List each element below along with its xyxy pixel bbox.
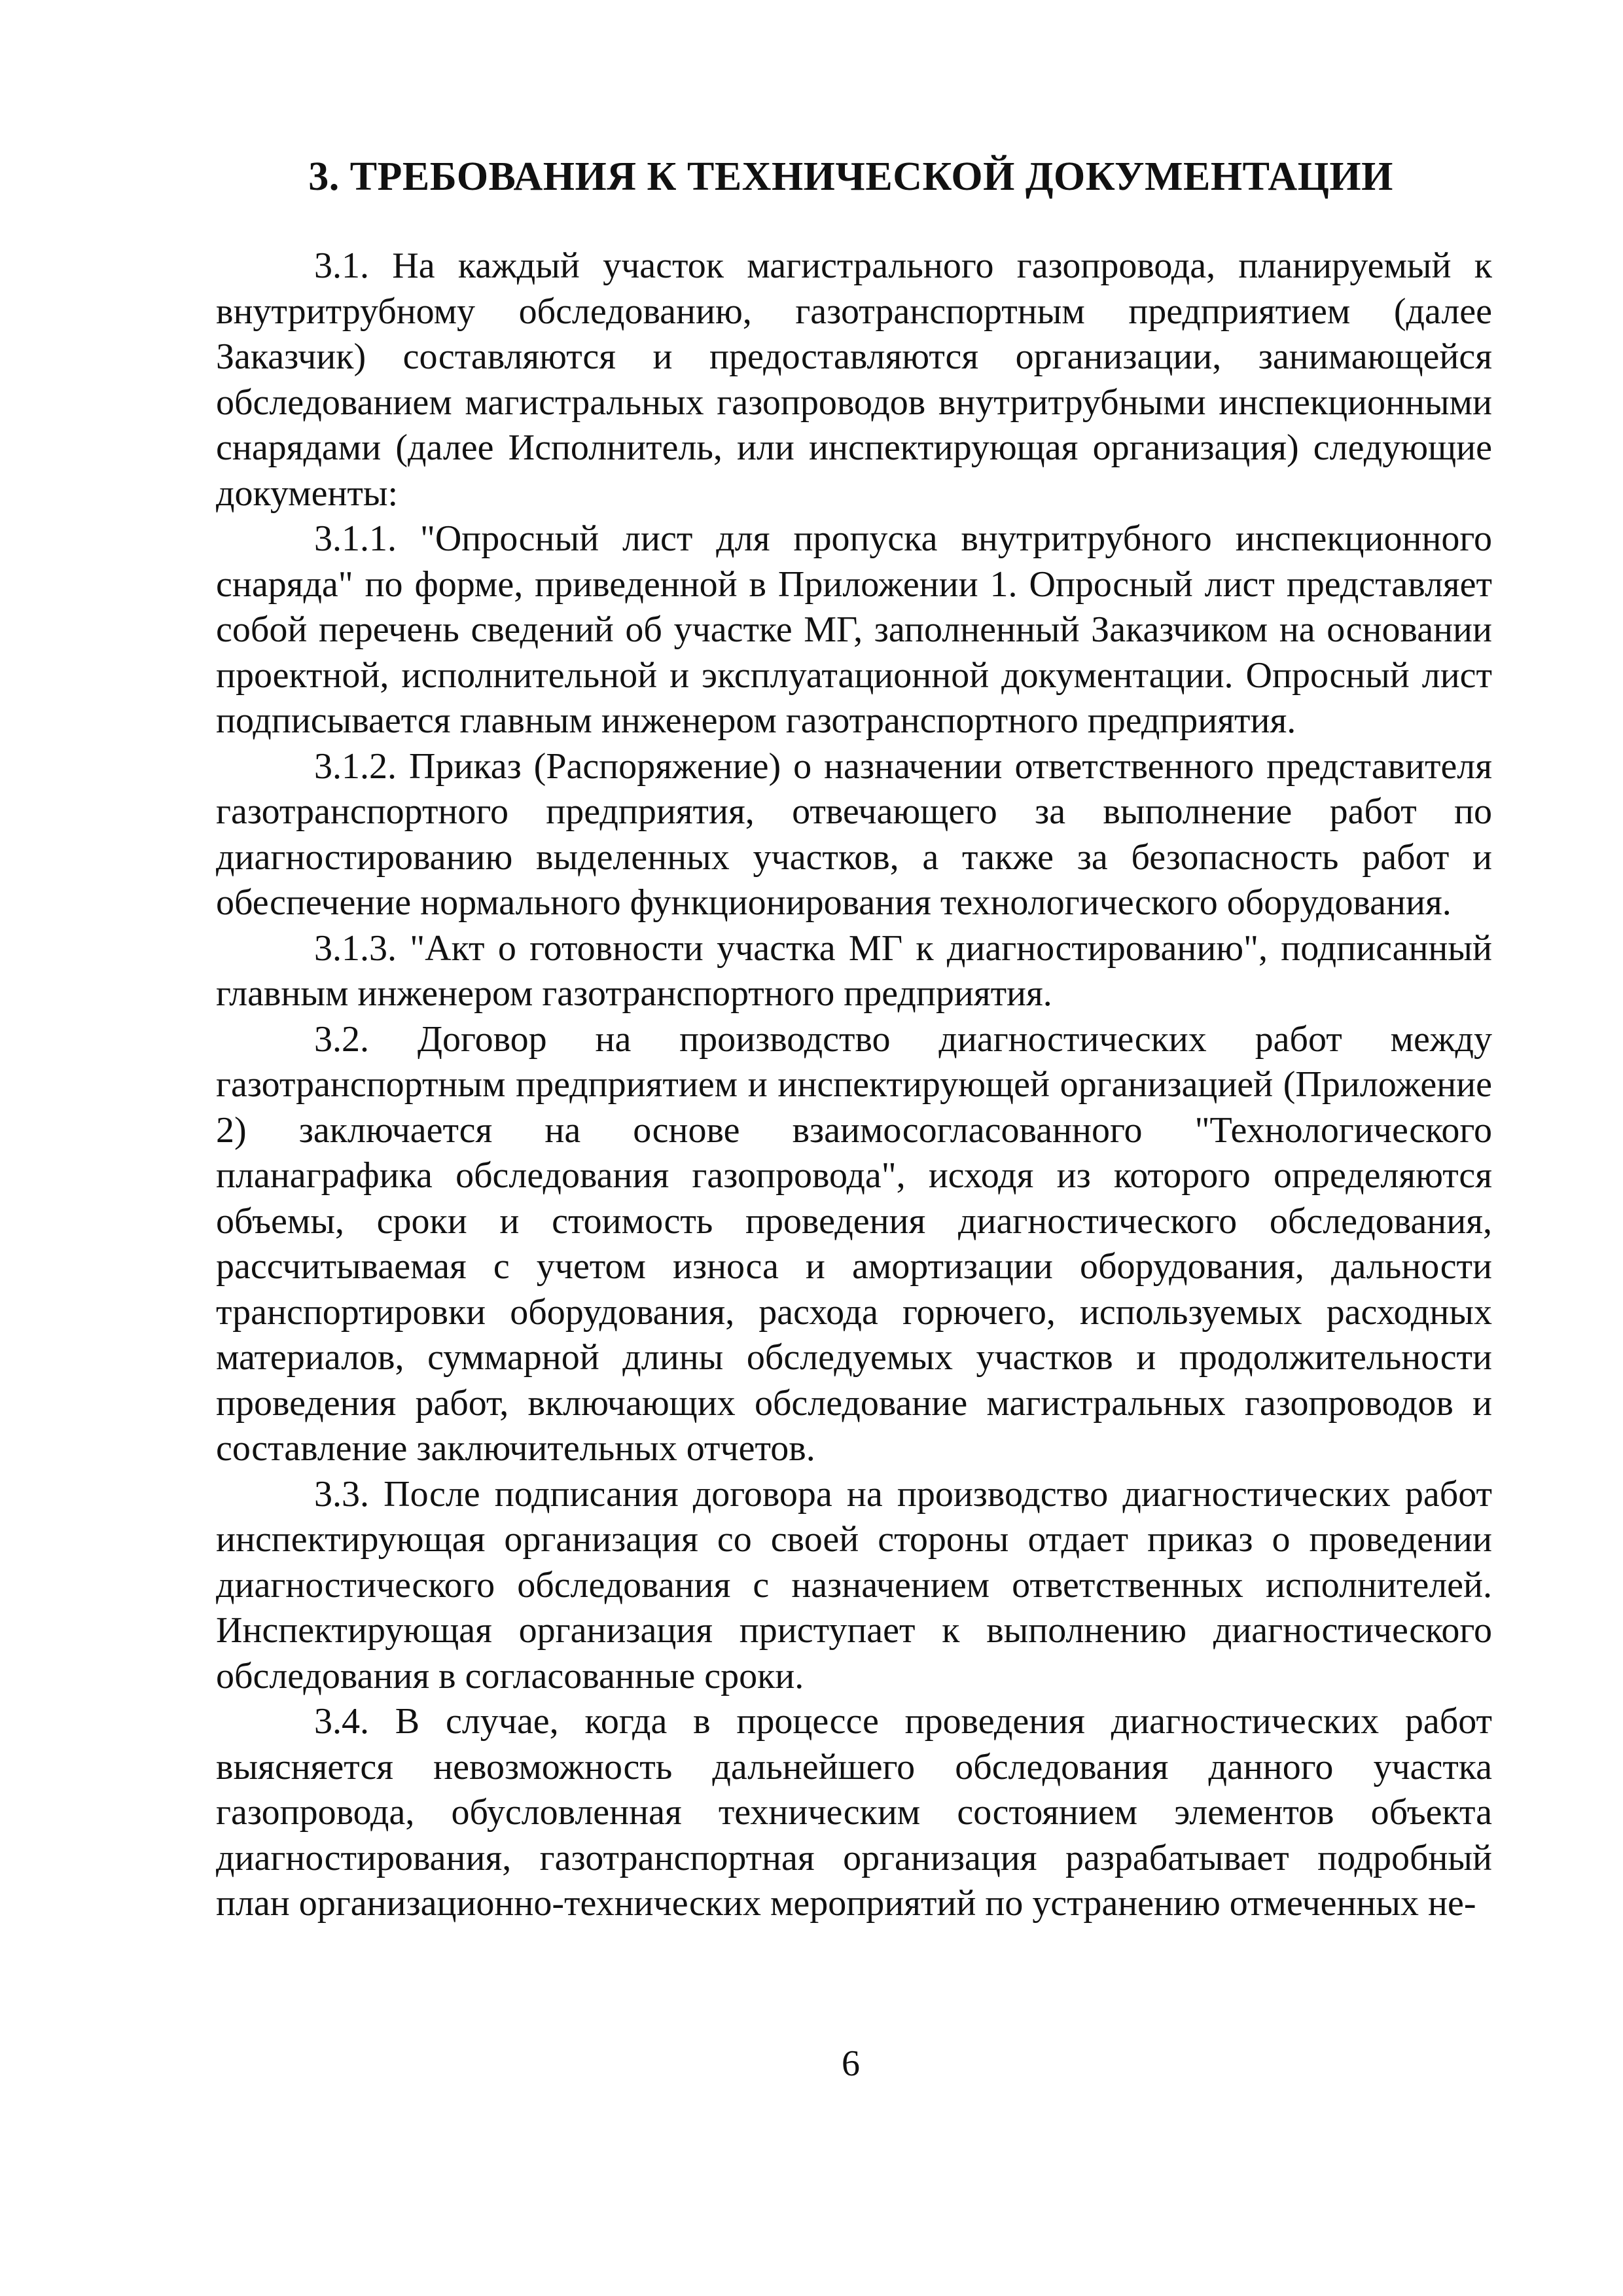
paragraph-3-1: 3.1. На каждый участок магистрального газопровода, планируемый к внутритрубному обследованию, газотранспортным предприятием (далее Заказчик) составляются и предоставляются организации, занимающейся обследованием магистральных газопроводов внутритрубными инспекционными снарядами (далее Исполнитель, или инспектирующая организация) следующие документы: xyxy=(216,245,1492,514)
paragraph-3-1-2: 3.1.2. Приказ (Распоряжение) о назначении ответственного представителя газотранспортного предприятия, отвечающего за выполнение работ по диагностированию выделенных участков, а также за безопасность работ и обеспечение нормального функционирования технологического оборудования. xyxy=(216,745,1492,923)
document-body xyxy=(216,243,1492,1927)
section-heading: 3. ТРЕБОВАНИЯ К ТЕХНИЧЕСКОЙ ДОКУМЕНТАЦИИ xyxy=(308,154,1393,199)
paragraph-3-4: 3.4. В случае, когда в процессе проведения диагностических работ выясняется невозможность дальнейшего обследования данного участка газопровода, обусловленная техническим состоянием элементов объекта диагностирования, газотранспортная организация разрабатывает подробный план организационно-технических мероприятий по устранению отмеченных не- xyxy=(216,1701,1492,1924)
paragraph-3-1-1: 3.1.1. "Опросный лист для пропуска внутритрубного инспекционного снаряда" по форме, приведенной в Приложении 1. Опросный лист представляет собой перечень сведений об участке МГ, заполненный Заказчиком на основании проектной, исполнительной и эксплуатационной документации. Опросный лист подписывается главным инженером газотранспортного предприятия. xyxy=(216,518,1492,741)
page-number: 6 xyxy=(842,2043,860,2084)
paragraph-3-1-3: 3.1.3. "Акт о готовности участка МГ к диагностированию", подписанный главным инженером газотранспортного предприятия. xyxy=(216,927,1492,1014)
paragraph-3-2: 3.2. Договор на производство диагностических работ между газотранспортным предприятием и инспектирующей организацией (Приложение 2) заключается на основе взаимосогласованного "Технологического планаграфика обследования газопровода", исходя из которого определяются объемы, сроки и стоимость проведения диагностического обследования, рассчитываемая с учетом износа и амортизации оборудования, дальности транспортировки оборудования, расхода горючего, используемых расходных материалов, суммарной длины обследуемых участков и продолжительности проведения работ, включающих обследование магистральных газопроводов и составление заключительных отчетов. xyxy=(216,1018,1492,1469)
paragraph-3-3: 3.3. После подписания договора на производство диагностических работ инспектирующая организация со своей стороны отдает приказ о проведении диагностического обследования с назначением ответственных исполнителей. Инспектирующая организация приступает к выполнению диагностического обследования в согласованные сроки. xyxy=(216,1473,1492,1696)
